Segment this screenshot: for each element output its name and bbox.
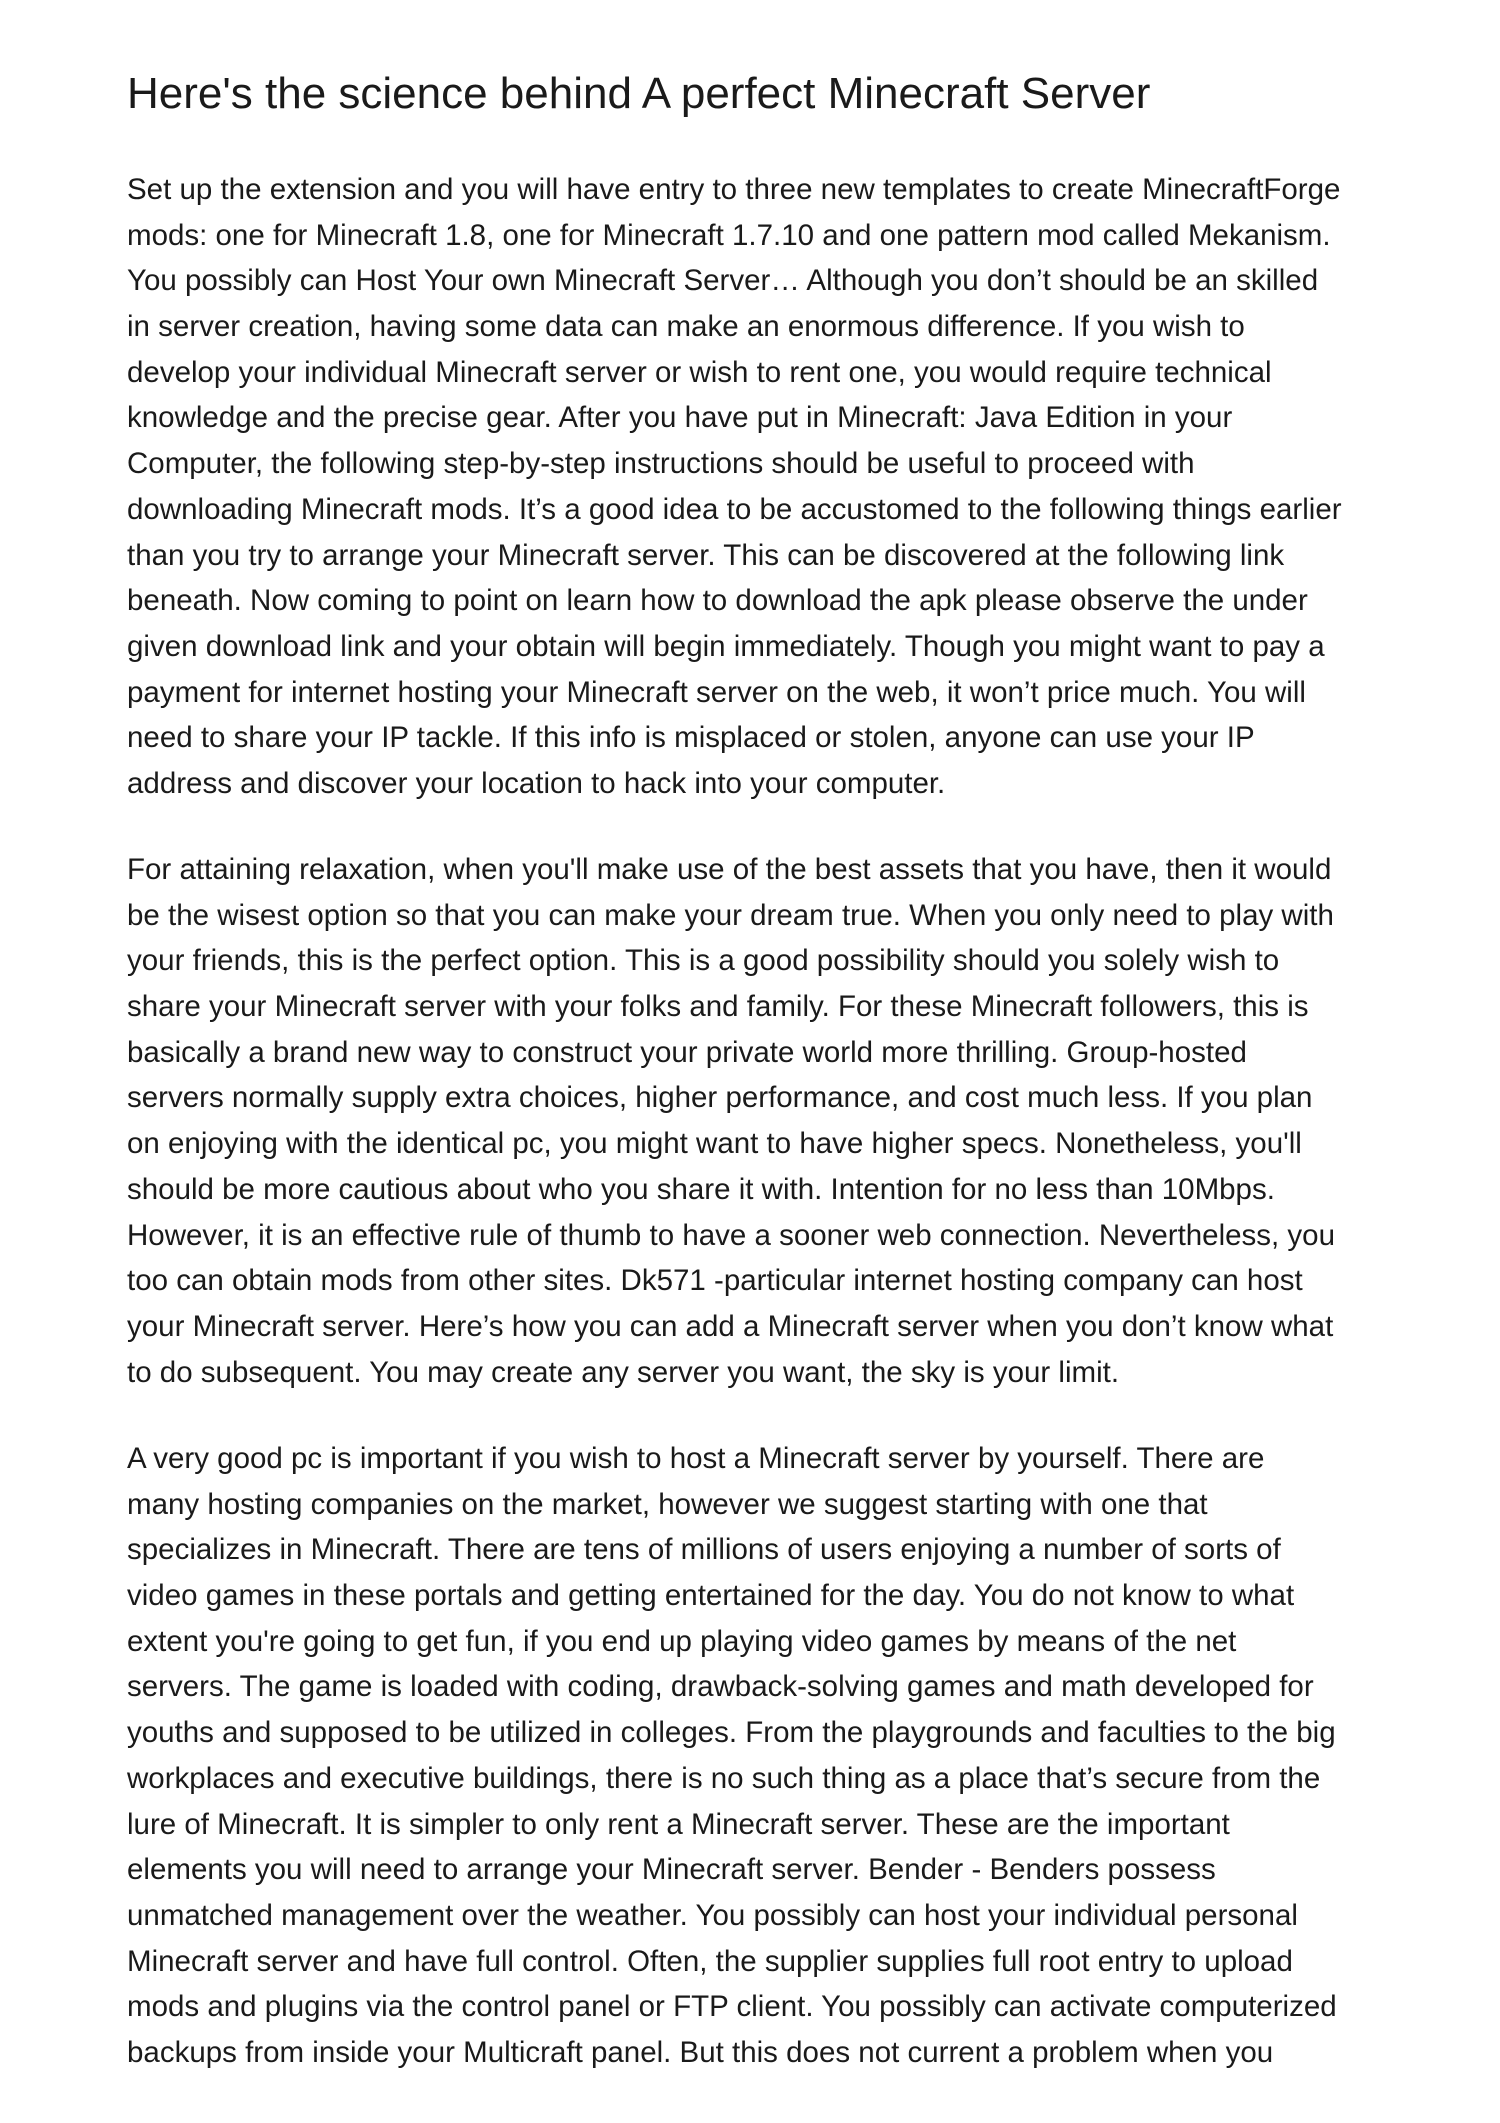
text-line: downloading Minecraft mods. It’s a good idea to be accustomed to the following things earlier: [127, 492, 1342, 526]
text-line: need to share your IP tackle. If this info is misplaced or stolen, anyone can use your IP: [127, 721, 1255, 755]
text-line: be the wisest option so that you can make your dream true. When you only need to play with: [127, 898, 1334, 932]
text-line: in server creation, having some data can make an enormous difference. If you wish to: [127, 310, 1245, 344]
text-line: your friends, this is the perfect option. This is a good possibility should you solely wish to: [127, 944, 1280, 978]
text-line: on enjoying with the identical pc, you might want to have higher specs. Nonetheless, you'll: [127, 1127, 1302, 1161]
text-line: A very good pc is important if you wish to host a Minecraft server by yourself. There are: [127, 1442, 1265, 1475]
text-line: youths and supposed to be utilized in colleges. From the playgrounds and faculties to the big: [127, 1716, 1336, 1750]
text-line: unmatched management over the weather. You possibly can host your individual personal: [127, 1898, 1298, 1932]
text-line: payment for internet hosting your Minecraft server on the web, it won’t price much. You will: [127, 675, 1306, 709]
text-line: develop your individual Minecraft server or wish to rent one, you would require technical: [127, 355, 1272, 389]
text-line: mods: one for Minecraft 1.8, one for Minecraft 1.7.10 and one pattern mod called Mekanism.: [127, 218, 1331, 252]
text-line: backups from inside your Multicraft panel. But this does not current a problem when you: [127, 2035, 1274, 2069]
text-line: elements you will need to arrange your Minecraft server. Bender - Benders possess: [127, 1853, 1216, 1887]
text-line: Minecraft server and have full control. Often, the supplier supplies full root entry to upload: [127, 1944, 1293, 1978]
text-line: many hosting companies on the market, however we suggest starting with one that: [127, 1487, 1208, 1521]
text-line: basically a brand new way to construct your private world more thrilling. Group-hosted: [127, 1035, 1247, 1069]
text-line: Computer, the following step-by-step instructions should be useful to proceed with: [127, 447, 1195, 481]
page-title: Here's the science behind A perfect Minecraft Server: [127, 69, 1151, 118]
text-line: workplaces and executive buildings, there is no such thing as a place that’s secure from the: [127, 1761, 1321, 1795]
text-line: specializes in Minecraft. There are tens of millions of users enjoying a number of sorts of: [127, 1533, 1281, 1567]
text-line: servers normally supply extra choices, higher performance, and cost much less. If you plan: [127, 1081, 1313, 1115]
text-line: should be more cautious about who you share it with. Intention for no less than 10Mbps.: [127, 1172, 1275, 1206]
text-line: beneath. Now coming to point on learn how to download the apk please observe the under: [127, 584, 1308, 618]
text-line: You possibly can Host Your own Minecraft Server… Although you don’t should be an skilled: [127, 264, 1319, 298]
text-line: your Minecraft server. Here’s how you can add a Minecraft server when you don’t know what: [127, 1309, 1334, 1343]
text-line: servers. The game is loaded with coding, drawback-solving games and math developed for: [127, 1670, 1314, 1704]
text-line: knowledge and the precise gear. After you have put in Minecraft: Java Edition in your: [127, 401, 1233, 435]
text-line: lure of Minecraft. It is simpler to only rent a Minecraft server. These are the important: [127, 1807, 1230, 1841]
text-line: However, it is an effective rule of thumb to have a sooner web connection. Nevertheless, you: [127, 1218, 1335, 1252]
text-line: than you try to arrange your Minecraft server. This can be discovered at the following link: [127, 538, 1285, 572]
paragraph-2: [127, 847, 1427, 1395]
text-line: given download link and your obtain will begin immediately. Though you might want to pay a: [127, 629, 1325, 663]
text-line: too can obtain mods from other sites. Dk571 -particular internet hosting company can host: [127, 1264, 1303, 1298]
text-line: For attaining relaxation, when you'll make use of the best assets that you have, then it would: [127, 853, 1332, 886]
text-line: share your Minecraft server with your folks and family. For these Minecraft followers, this is: [127, 990, 1309, 1024]
text-line: Set up the extension and you will have entry to three new templates to create MinecraftForge: [127, 173, 1341, 206]
paragraph-3: [127, 1436, 1427, 2076]
text-line: to do subsequent. You may create any server you want, the sky is your limit.: [127, 1355, 1120, 1389]
text-line: address and discover your location to hack into your computer.: [127, 766, 946, 800]
text-line: video games in these portals and getting entertained for the day. You do not know to what: [127, 1579, 1295, 1613]
paragraph-1: [127, 167, 1427, 807]
text-line: extent you're going to get fun, if you end up playing video games by means of the net: [127, 1624, 1237, 1658]
text-line: mods and plugins via the control panel or FTP client. You possibly can activate computerized: [127, 1990, 1337, 2024]
